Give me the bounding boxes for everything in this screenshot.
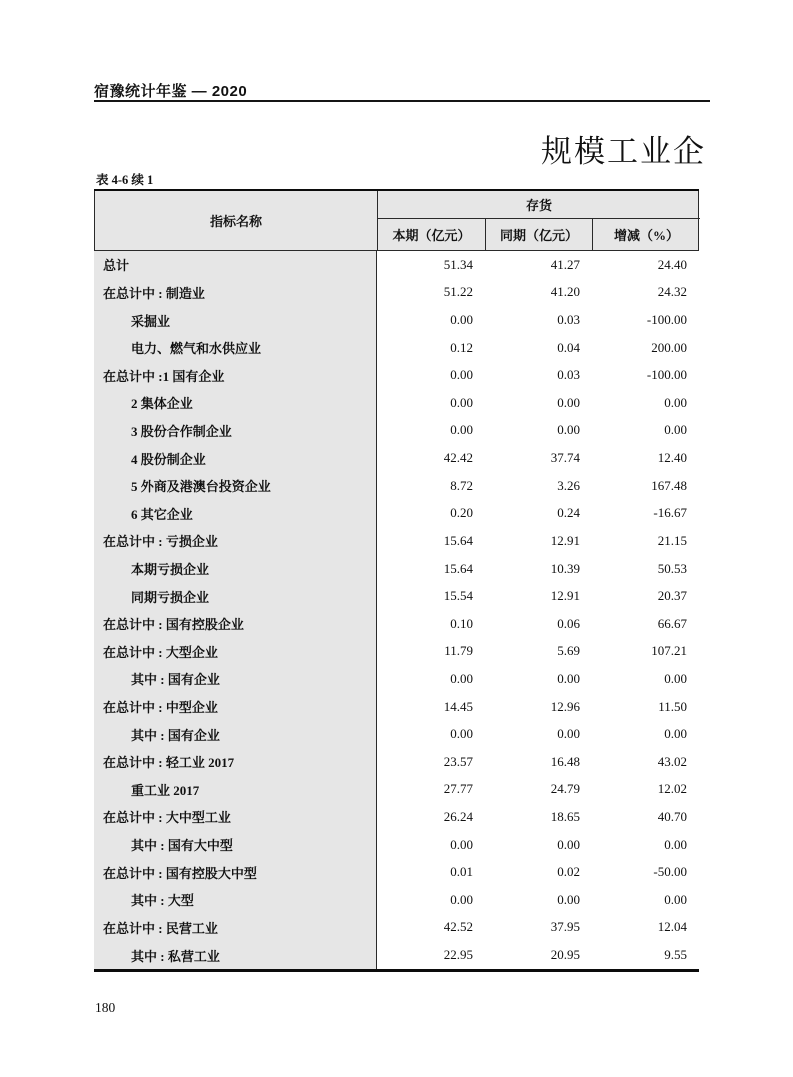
table-row (94, 803, 699, 831)
change-value-cell: 107.21 (651, 643, 687, 659)
table-row (94, 776, 699, 804)
current-value-cell: 0.00 (450, 836, 473, 852)
current-value-cell: 27.77 (443, 781, 473, 797)
table-row (94, 555, 699, 583)
same-period-value-cell: 37.95 (550, 919, 580, 935)
indicator-cell (94, 582, 377, 610)
same-period-value-cell: 18.65 (550, 808, 580, 824)
indicator-cell (94, 610, 377, 638)
indicator-label: 在总计中 : 国有控股大中型 (103, 865, 257, 881)
table-row (94, 582, 699, 610)
indicator-label: 在总计中 : 制造业 (103, 285, 205, 301)
indicator-label: 在总计中 : 大中型工业 (103, 810, 231, 826)
change-value-cell: -50.00 (653, 864, 687, 880)
change-value-cell: 200.00 (651, 339, 687, 355)
current-value-cell: 0.00 (450, 367, 473, 383)
same-period-value-cell: 0.03 (557, 367, 580, 383)
current-value-cell: 26.24 (443, 808, 473, 824)
change-value-cell: 40.70 (657, 808, 687, 824)
indicator-label: 2 集体企业 (131, 396, 193, 412)
current-value-cell: 51.22 (443, 284, 473, 300)
same-period-value-cell: 3.26 (557, 477, 580, 493)
indicator-label: 在总计中 : 民营工业 (103, 920, 218, 936)
current-value-cell: 0.01 (450, 864, 473, 880)
same-period-value-cell: 0.00 (557, 422, 580, 438)
current-value-cell: 15.64 (443, 560, 473, 576)
change-value-cell: 0.00 (664, 670, 687, 686)
current-value-cell: 0.12 (450, 339, 473, 355)
change-value-cell: 21.15 (657, 532, 687, 548)
table-row (94, 693, 699, 721)
current-value-cell: 0.10 (450, 615, 473, 631)
change-value-cell: 0.00 (664, 891, 687, 907)
current-value-cell: 0.00 (450, 891, 473, 907)
indicator-label: 在总计中 : 中型企业 (103, 700, 218, 716)
indicator-cell (94, 251, 377, 279)
same-period-value-cell: 0.00 (557, 670, 580, 686)
table-row (94, 665, 699, 693)
change-value-cell: 11.50 (658, 698, 687, 714)
same-period-value-cell: 20.95 (550, 947, 580, 963)
table-row (94, 444, 699, 472)
indicator-cell (94, 389, 377, 417)
current-value-cell: 42.52 (443, 919, 473, 935)
indicator-label: 4 股份制企业 (131, 451, 206, 467)
table-row (94, 831, 699, 859)
col-header-same-period: 同期（亿元） (486, 219, 593, 250)
indicator-label: 在总计中 : 大型企业 (103, 644, 218, 660)
current-value-cell: 14.45 (443, 698, 473, 714)
indicator-label: 电力、燃气和水供应业 (131, 341, 262, 357)
same-period-value-cell: 10.39 (550, 560, 580, 576)
table-row (94, 914, 699, 942)
same-period-value-cell: 12.96 (550, 698, 580, 714)
col-header-change: 增减（%） (613, 228, 679, 243)
indicator-cell (94, 638, 377, 666)
change-value-cell: 0.00 (664, 726, 687, 742)
indicator-cell (94, 527, 377, 555)
indicator-cell (94, 720, 377, 748)
indicator-cell (94, 748, 377, 776)
indicator-label: 5 外商及港澳台投资企业 (131, 479, 271, 495)
indicator-label: 同期亏损企业 (131, 589, 210, 605)
indicator-cell (94, 499, 377, 527)
change-value-cell: -100.00 (646, 367, 687, 383)
same-period-value-cell: 0.00 (557, 836, 580, 852)
change-value-cell: 167.48 (651, 477, 687, 493)
col-header-current: 本期（亿元） (378, 219, 486, 250)
current-value-cell: 22.95 (443, 947, 473, 963)
current-value-cell: 11.79 (444, 643, 473, 659)
indicator-label: 其中 : 国有大中型 (131, 838, 233, 854)
change-value-cell: 24.32 (657, 284, 687, 300)
change-value-cell: 43.02 (657, 753, 687, 769)
inventory-table (94, 189, 699, 972)
section-title: 规模工业企 (541, 134, 706, 169)
same-period-value-cell: 0.00 (557, 726, 580, 742)
current-value-cell: 15.54 (443, 588, 473, 604)
indicator-label: 总计 (103, 258, 130, 274)
indicator-cell (94, 776, 377, 804)
table-row (94, 472, 699, 500)
indicator-label: 重工业 2017 (131, 782, 200, 798)
indicator-cell (94, 361, 377, 389)
table-row (94, 886, 699, 914)
same-period-value-cell: 12.91 (550, 588, 580, 604)
table-row (94, 527, 699, 555)
table-row (94, 638, 699, 666)
indicator-cell (94, 886, 377, 914)
indicator-label: 本期亏损企业 (131, 562, 210, 577)
indicator-cell (94, 914, 377, 942)
same-period-value-cell: 0.03 (557, 312, 580, 328)
indicator-label: 3 股份合作制企业 (131, 423, 232, 439)
running-head-rule (94, 100, 710, 102)
change-value-cell: -100.00 (646, 312, 687, 328)
col-header-group: 存货 (378, 191, 700, 219)
change-value-cell: 12.40 (657, 450, 687, 466)
table-caption: 表 4-6 续 1 (96, 173, 154, 187)
current-value-cell: 0.00 (450, 312, 473, 328)
table-row (94, 389, 699, 417)
indicator-cell (94, 831, 377, 859)
change-value-cell: 50.53 (657, 560, 687, 576)
table-row (94, 941, 699, 969)
indicator-cell (94, 693, 377, 721)
same-period-value-cell: 0.00 (557, 891, 580, 907)
current-value-cell: 0.20 (450, 505, 473, 521)
same-period-value-cell: 0.00 (557, 394, 580, 410)
table-body (94, 251, 699, 972)
change-value-cell: 66.67 (657, 615, 687, 631)
table-row (94, 306, 699, 334)
change-value-cell: 24.40 (657, 256, 687, 272)
indicator-cell (94, 858, 377, 886)
indicator-cell (94, 472, 377, 500)
current-value-cell: 0.00 (450, 670, 473, 686)
current-value-cell: 23.57 (443, 753, 473, 769)
indicator-label: 其中 : 国有企业 (131, 727, 220, 743)
same-period-value-cell: 5.69 (557, 643, 580, 659)
indicator-label: 在总计中 : 轻工业 2017 (103, 755, 235, 771)
current-value-cell: 0.00 (450, 726, 473, 742)
change-value-cell: -16.67 (653, 505, 687, 521)
indicator-cell (94, 417, 377, 445)
col-header-indicator: 指标名称 (95, 191, 378, 250)
indicator-cell (94, 803, 377, 831)
change-value-cell: 0.00 (664, 836, 687, 852)
same-period-value-cell: 0.24 (557, 505, 580, 521)
page-number: 180 (95, 1000, 116, 1015)
current-value-cell: 15.64 (443, 532, 473, 548)
current-value-cell: 8.72 (450, 477, 473, 493)
same-period-value-cell: 41.27 (550, 256, 580, 272)
indicator-label: 在总计中 : 国有控股企业 (103, 617, 244, 633)
indicator-label: 在总计中 :1 国有企业 (103, 368, 225, 384)
current-value-cell: 51.34 (443, 256, 473, 272)
indicator-cell (94, 665, 377, 693)
indicator-label: 6 其它企业 (131, 506, 193, 522)
table-row (94, 720, 699, 748)
same-period-value-cell: 37.74 (550, 450, 580, 466)
table-row (94, 251, 699, 279)
table-row (94, 748, 699, 776)
same-period-value-cell: 41.20 (550, 284, 580, 300)
table-row (94, 279, 699, 307)
same-period-value-cell: 16.48 (550, 753, 580, 769)
indicator-cell (94, 941, 377, 969)
change-value-cell: 12.02 (657, 781, 687, 797)
indicator-cell (94, 279, 377, 307)
same-period-value-cell: 0.06 (557, 615, 580, 631)
table-row (94, 499, 699, 527)
table-header (94, 191, 699, 251)
indicator-cell (94, 444, 377, 472)
change-value-cell: 12.04 (657, 919, 687, 935)
indicator-label: 采掘业 (131, 313, 171, 329)
indicator-label: 在总计中 : 亏损企业 (103, 534, 218, 550)
same-period-value-cell: 12.91 (550, 532, 580, 548)
indicator-label: 其中 : 私营工业 (131, 948, 220, 964)
running-head: 宿豫统计年鉴 — 2020 (94, 83, 248, 100)
indicator-label: 其中 : 国有企业 (131, 672, 220, 688)
indicator-cell (94, 334, 377, 362)
table-row (94, 417, 699, 445)
same-period-value-cell: 24.79 (550, 781, 580, 797)
same-period-value-cell: 0.04 (557, 339, 580, 355)
current-value-cell: 0.00 (450, 394, 473, 410)
change-value-cell: 9.55 (664, 947, 687, 963)
indicator-cell (94, 306, 377, 334)
table-row (94, 858, 699, 886)
change-value-cell: 20.37 (657, 588, 687, 604)
change-value-cell: 0.00 (664, 394, 687, 410)
table-row (94, 610, 699, 638)
current-value-cell: 42.42 (443, 450, 473, 466)
table-row (94, 361, 699, 389)
indicator-cell (94, 555, 377, 583)
current-value-cell: 0.00 (450, 422, 473, 438)
same-period-value-cell: 0.02 (557, 864, 580, 880)
change-value-cell: 0.00 (664, 422, 687, 438)
table-row (94, 334, 699, 362)
indicator-label: 其中 : 大型 (131, 893, 194, 909)
